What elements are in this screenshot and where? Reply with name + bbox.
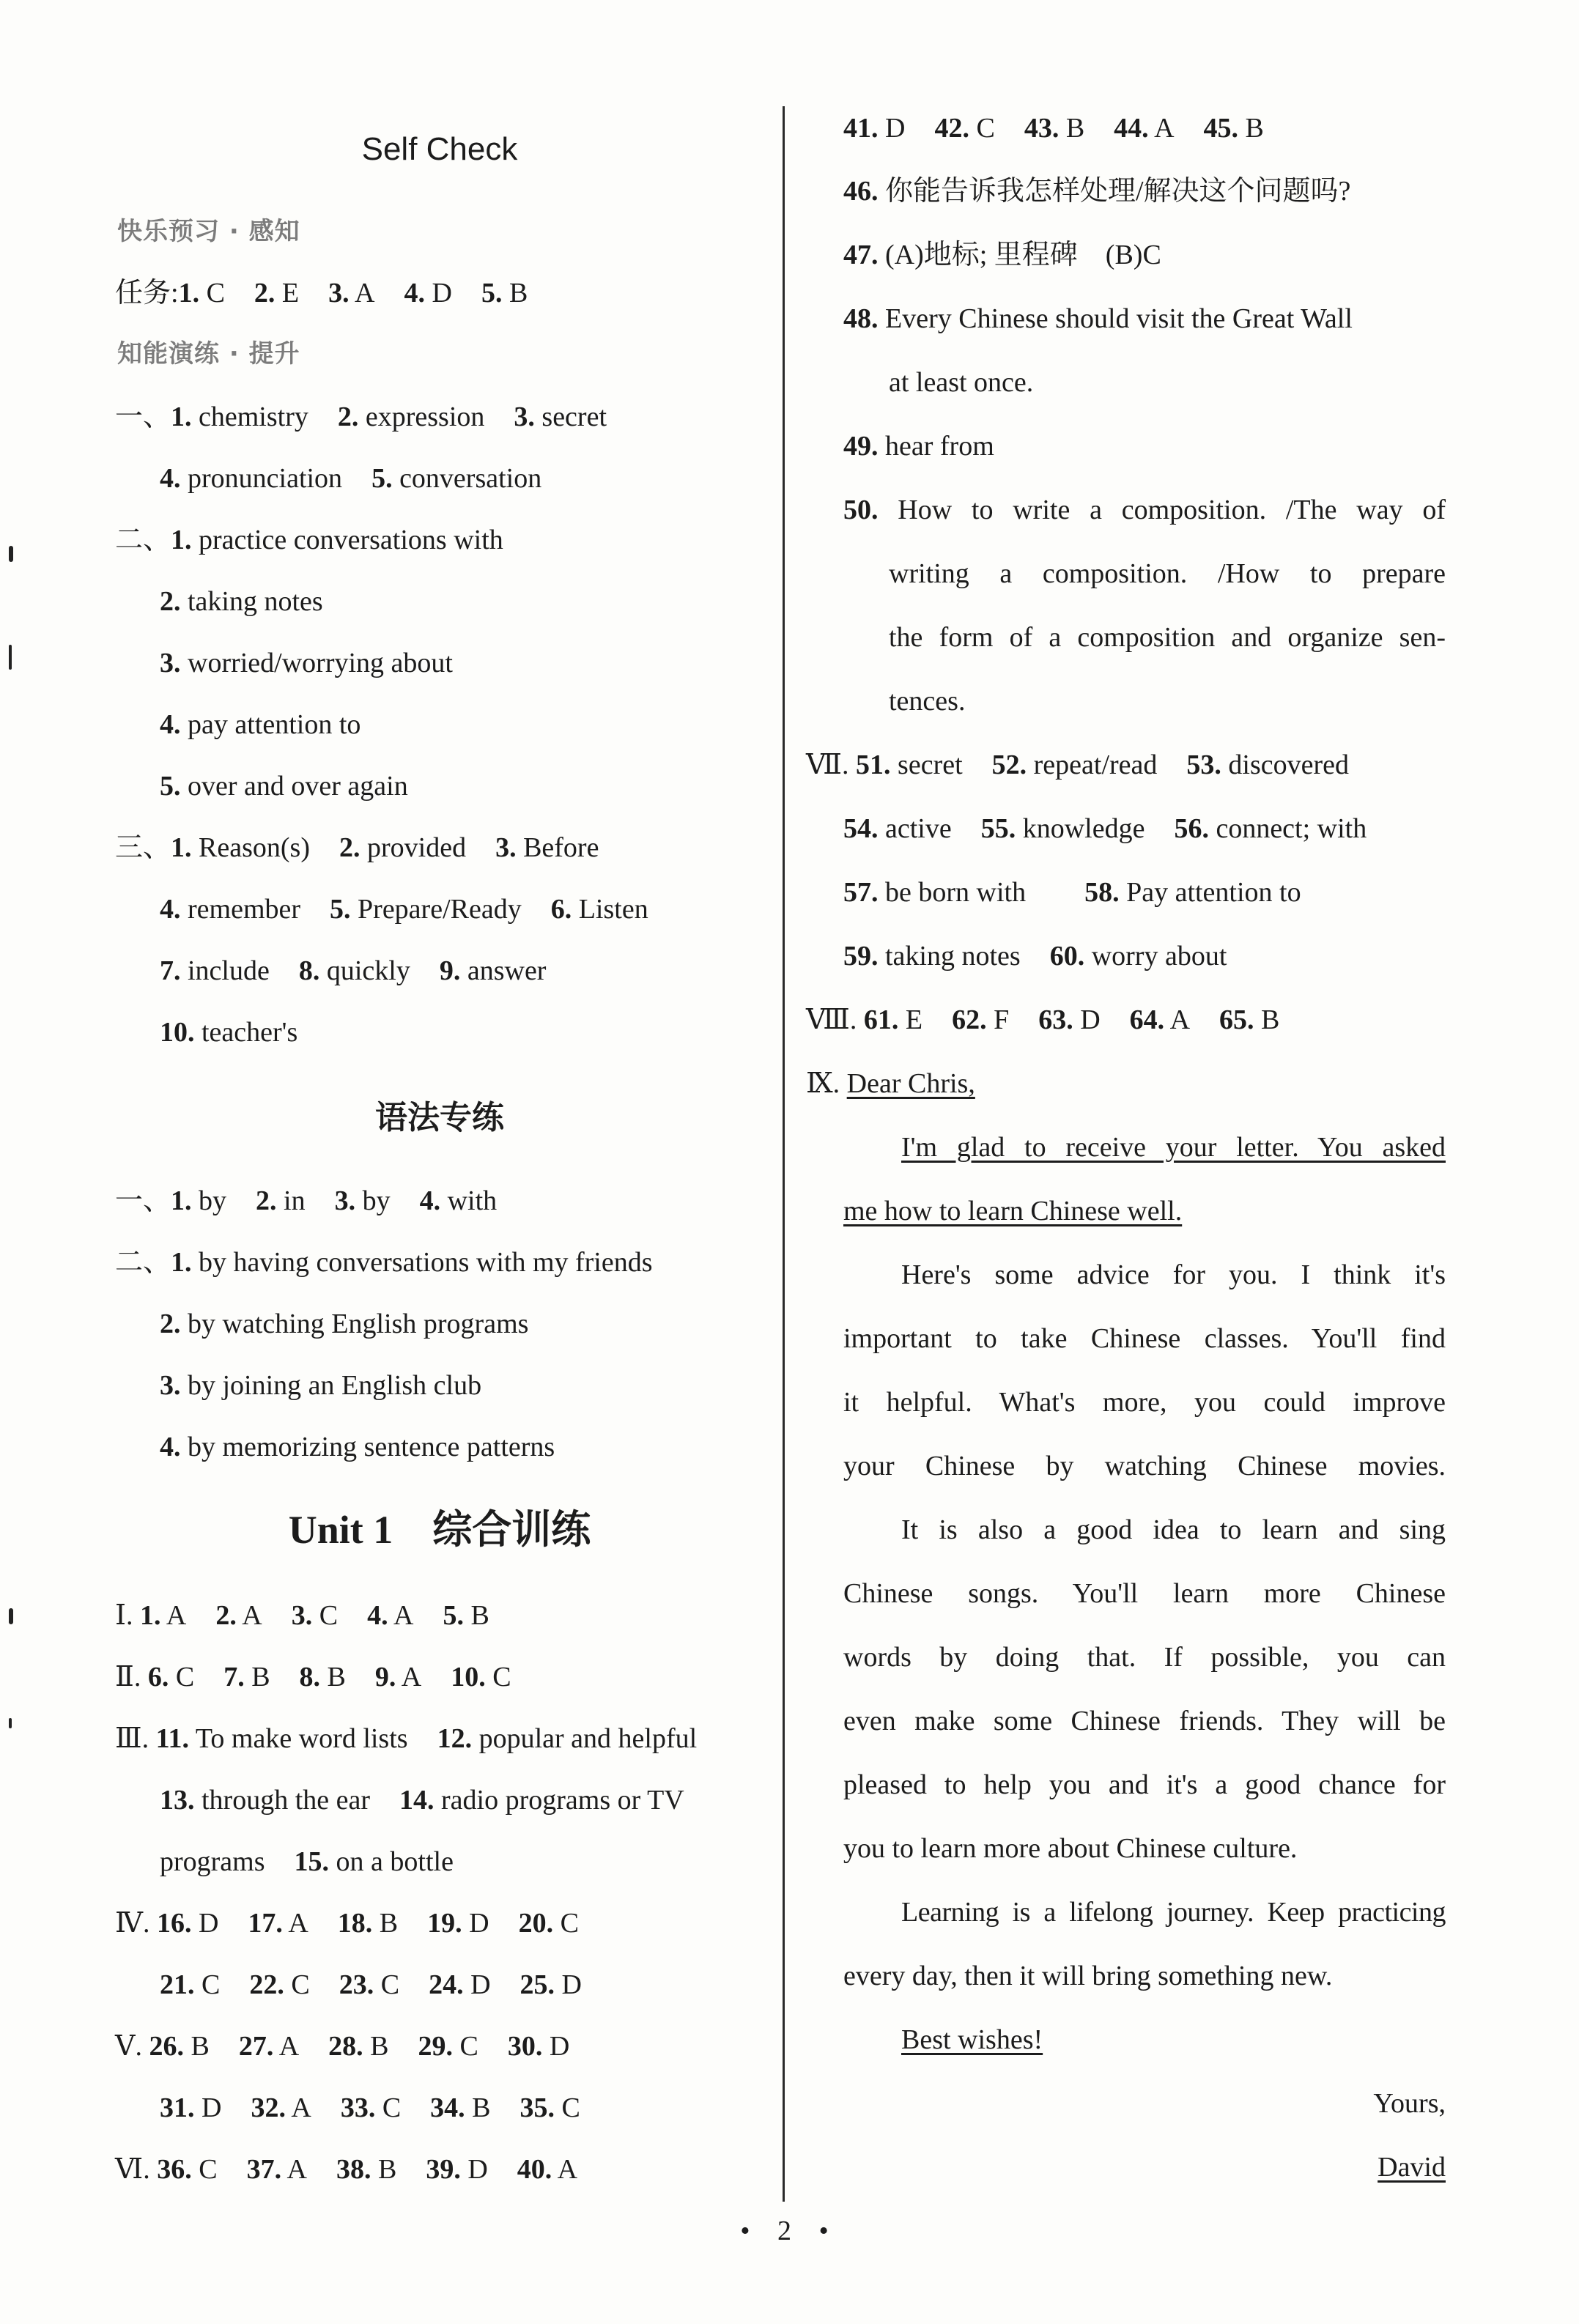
section-7-row1: Ⅶ. 51. secret 52. repeat/read 53. discovered (806, 750, 1350, 780)
grammar-part2-item3: 3. by joining an English club (160, 1370, 482, 1401)
section-1-row: Ⅰ. 1. A 2. A 3. C 4. A 5. B (115, 1600, 489, 1631)
column-divider (783, 106, 785, 2202)
answer-48-line2: at least once. (889, 367, 1034, 398)
section-2-row: Ⅱ. 6. C 7. B 8. B 9. A 10. C (115, 1662, 511, 1692)
part2-item4: 4. pay attention to (160, 709, 361, 740)
letter-line-14: every day, then it will bring something new. (843, 1961, 1333, 1991)
answer-49: 49. hear from (843, 431, 994, 462)
answers-41-45: 41. D 42. C 43. B 44. A 45. B (843, 113, 1264, 144)
letter-line-10: even make some Chinese friends. They will be (843, 1706, 1446, 1736)
answer-46: 46. 你能告诉我怎样处理/解决这个问题吗? (843, 176, 1351, 207)
letter-closing: Best wishes! (901, 2024, 1043, 2055)
task-row: 任务:1. C 2. E 3. A 4. D 5. B (115, 278, 528, 308)
letter-line-7: It is also a good idea to learn and sing (901, 1514, 1446, 1545)
subheading-preview: 快乐预习 · 感知 (117, 217, 300, 246)
grammar-title: 语法专练 (375, 1099, 504, 1136)
self-check-title: Self Check (361, 131, 518, 167)
answer-50-line4: tences. (889, 686, 966, 717)
letter-line-11: pleased to help you and it's a good chance for (843, 1769, 1446, 1800)
answer-50-line3: the form of a composition and organize sen- (889, 622, 1446, 653)
page-number: • 2 • (740, 2216, 839, 2246)
part2-item1: 二、1. practice conversations with (115, 525, 503, 555)
grammar-part2-item1: 二、1. by having conversations with my friends (115, 1247, 653, 1278)
section-5-row1: Ⅴ. 26. B 27. A 28. B 29. C 30. D (115, 2031, 570, 2062)
section-3-row2: 13. through the ear 14. radio programs or TV (160, 1785, 684, 1816)
section-4-row2: 21. C 22. C 23. C 24. D 25. D (160, 1969, 582, 2000)
section-7-row4: 59. taking notes 60. worry about (843, 941, 1227, 972)
letter-yours: Yours, (1373, 2088, 1446, 2119)
part3-row1: 三、1. Reason(s) 2. provided 3. Before (115, 832, 599, 863)
part3-row2: 4. remember 5. Prepare/Ready 6. Listen (160, 894, 648, 925)
section-4-row1: Ⅳ. 16. D 17. A 18. B 19. D 20. C (115, 1908, 579, 1939)
letter-line-12: you to learn more about Chinese culture. (843, 1833, 1298, 1864)
answer-47: 47. (A)地标; 里程碑 (B)C (843, 240, 1161, 270)
letter-line-8: Chinese songs. You'll learn more Chinese (843, 1578, 1446, 1609)
letter-greeting: Ⅸ. Dear Chris, (806, 1068, 975, 1099)
part1-row1: 一、1. chemistry 2. expression 3. secret (115, 401, 607, 432)
subheading-practice: 知能演练 · 提升 (117, 339, 300, 369)
answer-50-line2: writing a composition. /How to prepare (889, 558, 1446, 589)
grammar-part2-item2: 2. by watching English programs (160, 1309, 529, 1339)
answer-48-line1: 48. Every Chinese should visit the Great Wall (843, 303, 1353, 334)
letter-line-3: Here's some advice for you. I think it's (901, 1259, 1446, 1290)
section-6-row: Ⅵ. 36. C 37. A 38. B 39. D 40. A (115, 2154, 578, 2185)
section-3-row3: programs 15. on a bottle (160, 1846, 454, 1877)
part2-item3: 3. worried/worrying about (160, 648, 453, 678)
part2-item2: 2. taking notes (160, 586, 323, 617)
letter-line-13: Learning is a lifelong journey. Keep practicing (901, 1897, 1446, 1928)
grammar-part2-item4: 4. by memorizing sentence patterns (160, 1432, 555, 1462)
scan-mark (9, 546, 13, 562)
grammar-part1: 一、1. by 2. in 3. by 4. with (115, 1185, 498, 1216)
letter-line-2: me how to learn Chinese well. (843, 1196, 1183, 1226)
letter-line-9: words by doing that. If possible, you can (843, 1642, 1446, 1673)
section-3-row1: Ⅲ. 11. To make word lists 12. popular and helpful (115, 1723, 698, 1754)
letter-line-4: important to take Chinese classes. You'll find (843, 1323, 1446, 1354)
section-7-row2: 54. active 55. knowledge 56. connect; with (843, 813, 1367, 844)
part3-row4: 10. teacher's (160, 1017, 298, 1048)
letter-line-1: I'm glad to receive your letter. You asked (901, 1132, 1446, 1163)
part2-item5: 5. over and over again (160, 771, 408, 802)
letter-line-5: it helpful. What's more, you could improve (843, 1387, 1446, 1418)
scan-mark (9, 645, 12, 670)
letter-line-6: your Chinese by watching Chinese movies. (843, 1451, 1446, 1481)
part3-row3: 7. include 8. quickly 9. answer (160, 955, 547, 986)
unit-title: Unit 1 综合训练 (288, 1508, 591, 1552)
answer-50-line1: 50. How to write a composition. /The way of (843, 495, 1446, 525)
scan-mark (9, 1718, 12, 1728)
part1-row2: 4. pronunciation 5. conversation (160, 463, 542, 494)
section-7-row3: 57. be born with 58. Pay attention to (843, 877, 1301, 908)
letter-signature: David (1378, 2152, 1446, 2183)
scan-mark (9, 1608, 13, 1624)
section-8-row: Ⅷ. 61. E 62. F 63. D 64. A 65. B (806, 1004, 1280, 1035)
section-5-row2: 31. D 32. A 33. C 34. B 35. C (160, 2092, 580, 2123)
